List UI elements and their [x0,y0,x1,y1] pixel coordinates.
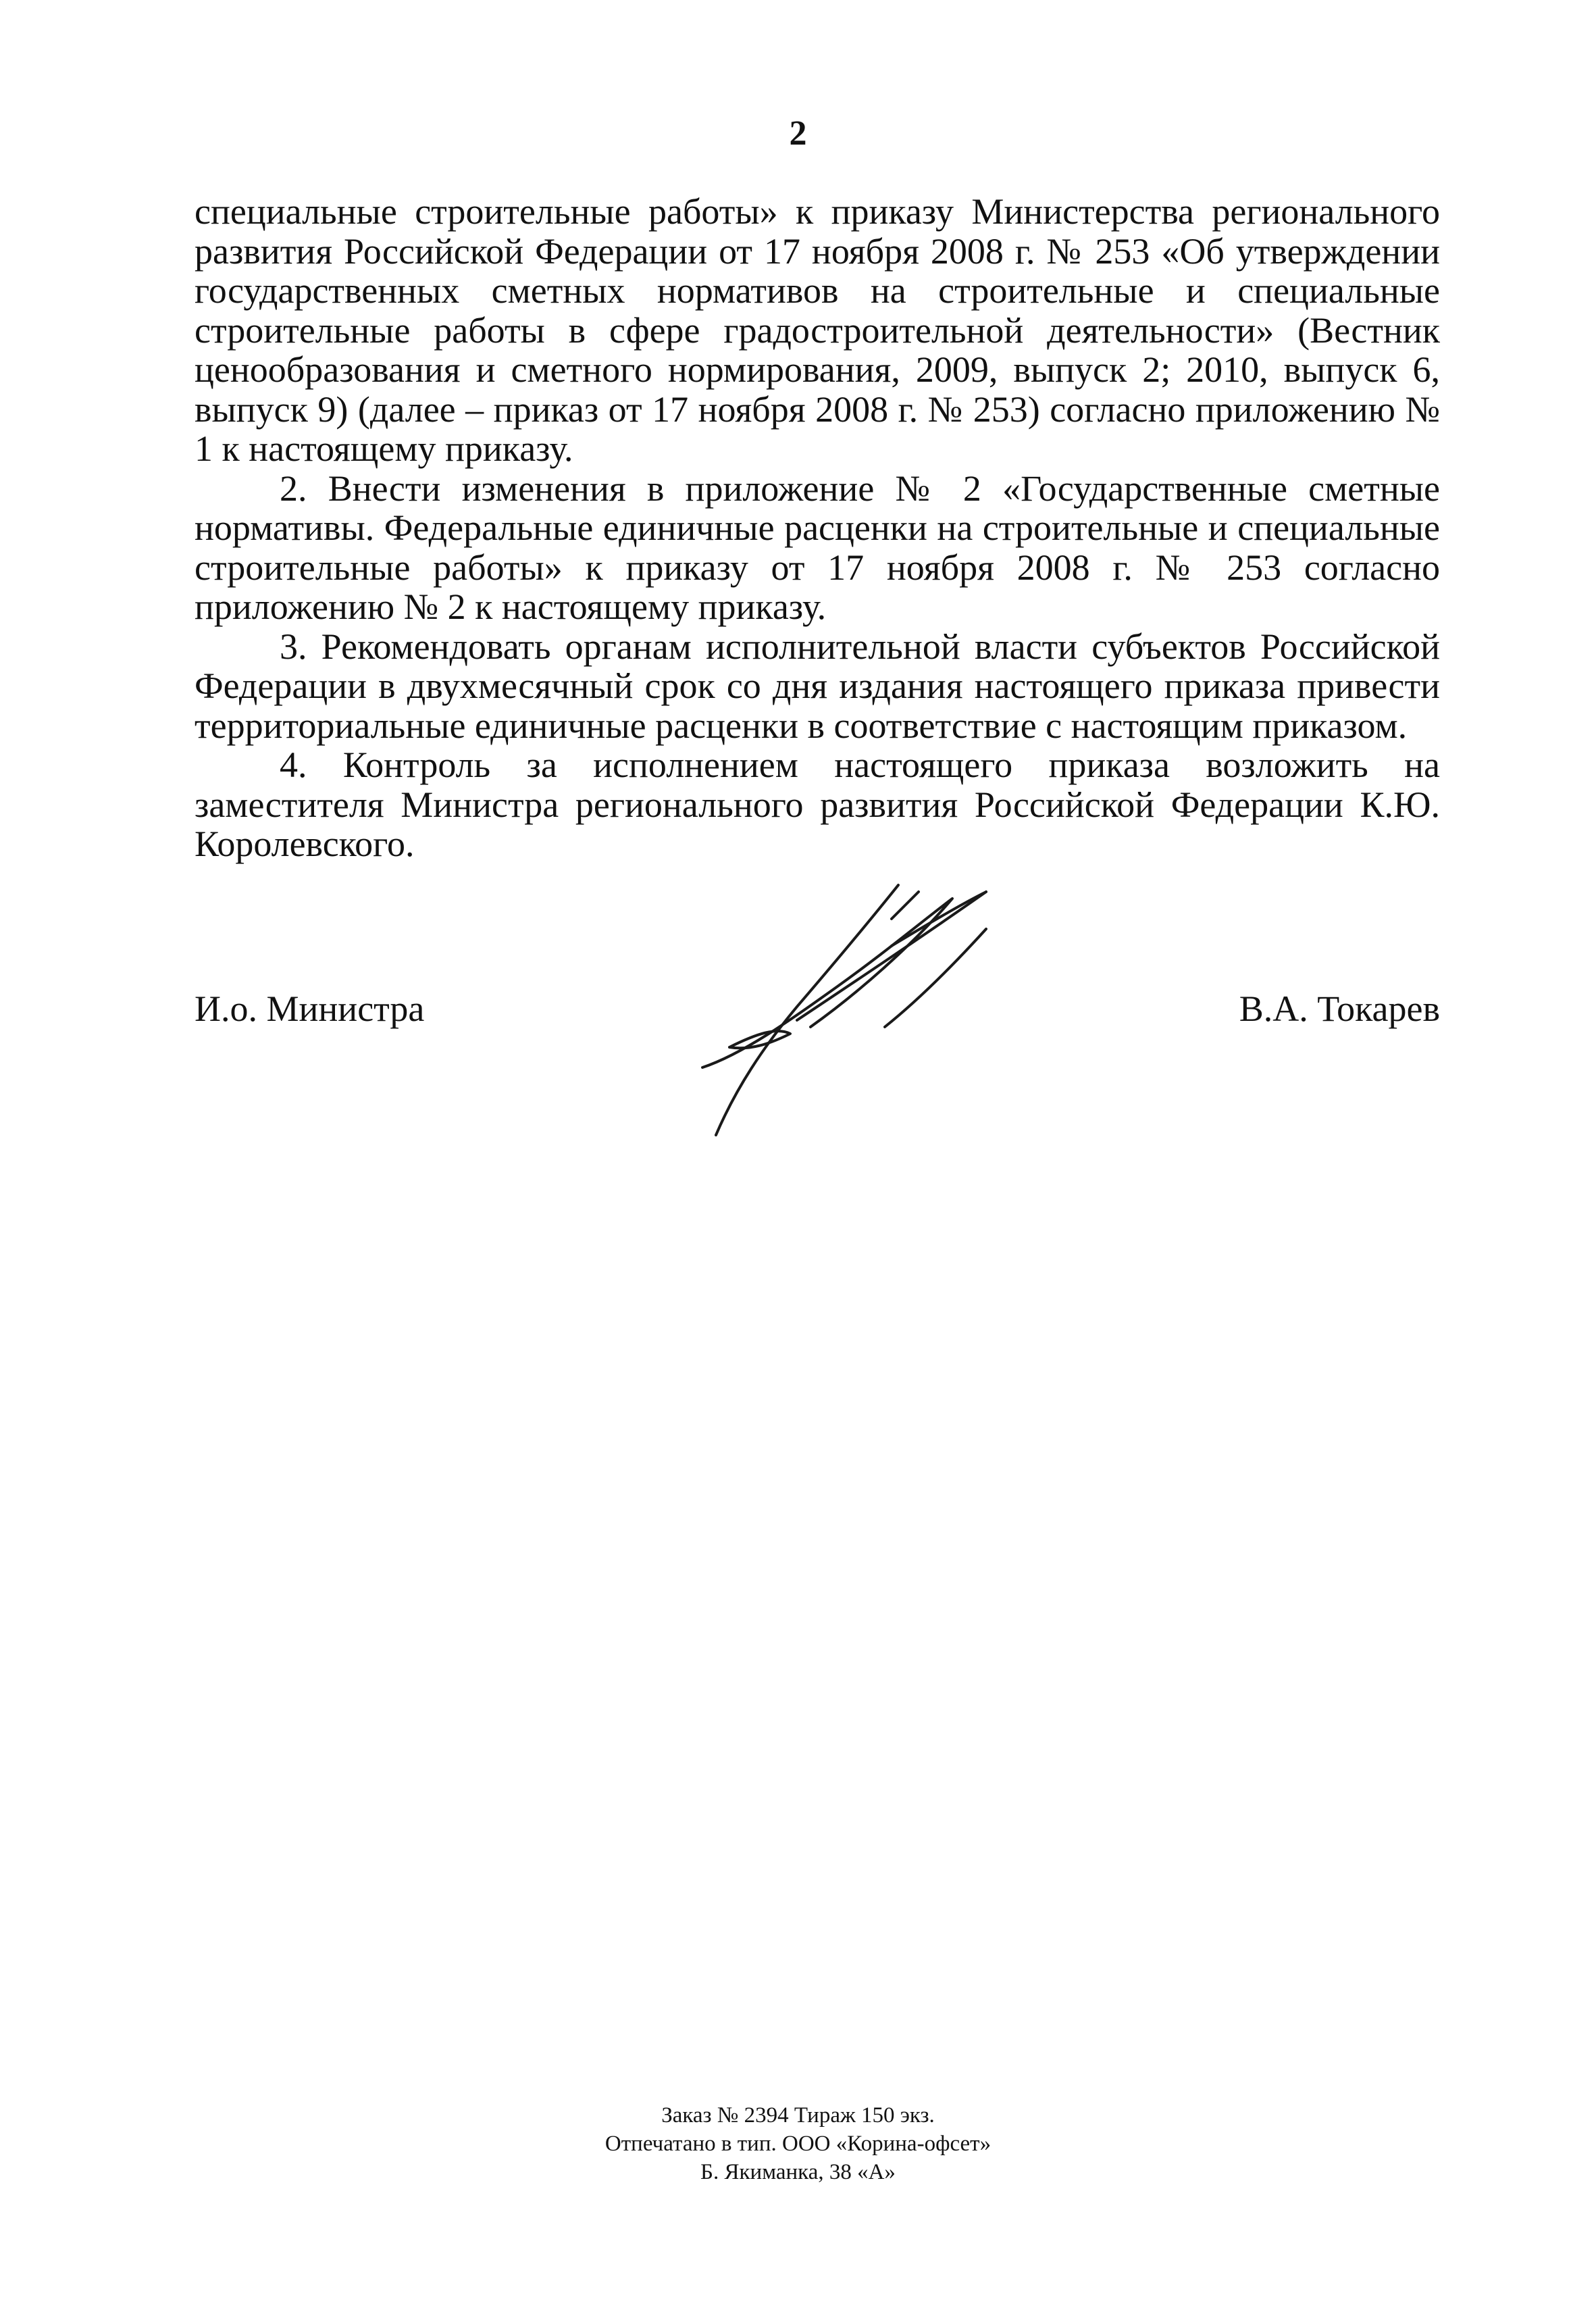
signer-name: В.А. Токарев [1239,988,1440,1029]
paragraph-item-4: 4. Контроль за исполнением настоящего приказа возложить на заместителя Министра регионального развития Российской Федерации К.Ю. Королевского. [195,745,1440,864]
paragraph-item-3: 3. Рекомендовать органам исполнительной власти субъектов Российской Федерации в двухмесячный срок со дня издания настоящего приказа привести территориальные единичные расценки в соответствие с настоящим приказом. [195,626,1440,746]
imprint-address: Б. Якиманка, 38 «А» [700,2160,896,2184]
paragraph-item-2: 2. Внести изменения в приложение № 2 «Государственные сметные нормативы. Федеральные единичные расценки на строительные и специальные строительные работы» к приказу от 17 ноября 2008 г. № 253 согласно приложению № 2 к настоящему приказу. [195,468,1440,627]
imprint-order: Заказ № 2394 Тираж 150 экз. [661,2103,935,2128]
print-imprint [0,2101,1596,2186]
handwritten-signature [689,865,1040,1149]
paragraph-continuation: специальные строительные работы» к приказу Министерства регионального развития Российской Федерации от 17 ноября 2008 г. № 253 «Об утверждении государственных сметных нормативов на строительные и специальные строительные работы в сфере градостроительной деятельности» (Вестник ценообразования и сметного нормирования, 2009, выпуск 2; 2010, выпуск 6, выпуск 9) (далее – приказ от 17 ноября 2008 г. № 253) согласно приложению № 1 к настоящему приказу. [195,191,1440,469]
signer-title: И.о. Министра [195,988,425,1029]
page-number: 2 [789,114,807,153]
imprint-printer: Отпечатано в тип. ООО «Корина-офсет» [604,2132,992,2156]
document-body [195,192,1440,864]
